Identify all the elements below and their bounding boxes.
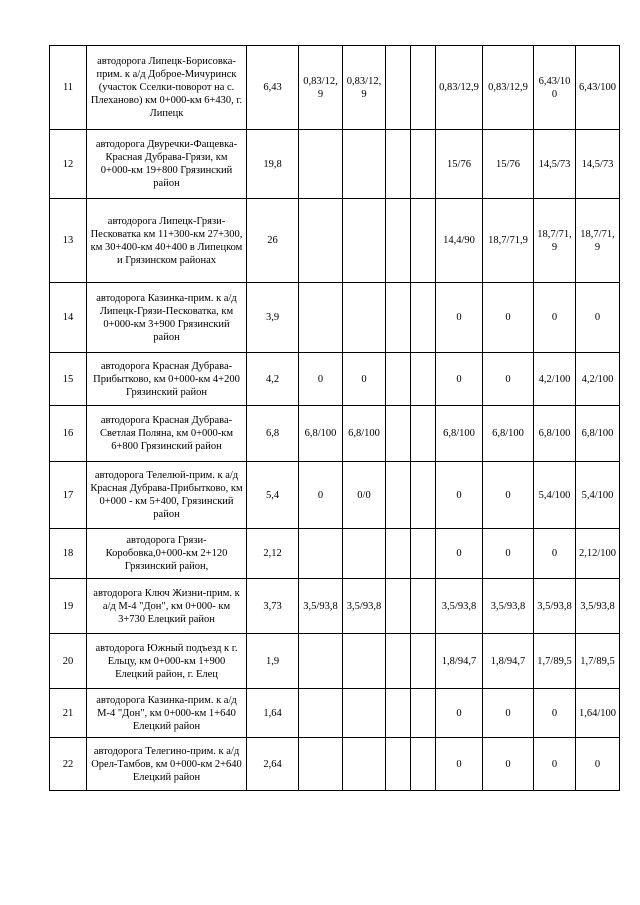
value-cell-c4 [411,529,436,579]
road-name-cell: автодорога Липецк-Грязи-Песковатка км 11+300-км 27+300, км 30+400-км 40+400 в Липецком и Грязинском районах [87,199,247,283]
value-cell-c8: 5,4/100 [576,462,620,529]
value-cell-c4 [411,199,436,283]
road-length-cell: 6,8 [247,406,299,462]
value-cell-c6: 0 [483,689,534,738]
value-cell-c5: 0 [436,689,483,738]
row-number-cell: 16 [50,406,87,462]
row-number-cell: 21 [50,689,87,738]
value-cell-c4 [411,46,436,130]
value-cell-c2 [343,634,386,689]
table-row [50,634,620,689]
value-cell-c3 [386,462,411,529]
road-name-cell: автодорога Ключ Жизни-прим. к а/д М-4 "Дон", км 0+000- км 3+730 Елецкий район [87,579,247,634]
table-row [50,689,620,738]
road-length-cell: 6,43 [247,46,299,130]
value-cell-c4 [411,462,436,529]
value-cell-c4 [411,130,436,199]
value-cell-c4 [411,283,436,353]
value-cell-c1 [299,738,343,791]
value-cell-c2: 0/0 [343,462,386,529]
value-cell-c5: 14,4/90 [436,199,483,283]
road-name-cell: автодорога Красная Дубрава-Светлая Поляна, км 0+000-км 6+800 Грязинский район [87,406,247,462]
value-cell-c1: 6,8/100 [299,406,343,462]
value-cell-c7: 4,2/100 [534,353,576,406]
value-cell-c2: 0 [343,353,386,406]
value-cell-c1: 0 [299,462,343,529]
row-number-cell: 12 [50,130,87,199]
value-cell-c5: 0 [436,283,483,353]
road-length-cell: 2,64 [247,738,299,791]
value-cell-c3 [386,738,411,791]
value-cell-c7: 3,5/93,8 [534,579,576,634]
road-name-cell: автодорога Грязи-Коробовка,0+000-км 2+120 Грязинский район, [87,529,247,579]
value-cell-c2 [343,283,386,353]
value-cell-c8: 14,5/73 [576,130,620,199]
road-length-cell: 1,9 [247,634,299,689]
value-cell-c3 [386,199,411,283]
value-cell-c1 [299,634,343,689]
value-cell-c3 [386,579,411,634]
road-name-cell: автодорога Двуречки-Фащевка-Красная Дубрава-Грязи, км 0+000-км 19+800 Грязинский район [87,130,247,199]
value-cell-c8: 2,12/100 [576,529,620,579]
value-cell-c5: 0 [436,738,483,791]
row-number-cell: 19 [50,579,87,634]
row-number-cell: 17 [50,462,87,529]
value-cell-c8: 18,7/71,9 [576,199,620,283]
road-name-cell: автодорога Телелюй-прим. к а/д Красная Дубрава-Прибытково, км 0+000 - км 5+400, Грязинский район [87,462,247,529]
row-number-cell: 11 [50,46,87,130]
value-cell-c7: 0 [534,283,576,353]
value-cell-c1 [299,130,343,199]
value-cell-c2 [343,738,386,791]
value-cell-c3 [386,353,411,406]
value-cell-c3 [386,529,411,579]
value-cell-c7: 0 [534,689,576,738]
value-cell-c3 [386,283,411,353]
value-cell-c6: 15/76 [483,130,534,199]
table-row [50,529,620,579]
row-number-cell: 14 [50,283,87,353]
row-number-cell: 22 [50,738,87,791]
road-length-cell: 1,64 [247,689,299,738]
value-cell-c8: 6,43/100 [576,46,620,130]
value-cell-c3 [386,130,411,199]
value-cell-c5: 0 [436,529,483,579]
value-cell-c1 [299,529,343,579]
value-cell-c3 [386,634,411,689]
value-cell-c3 [386,406,411,462]
value-cell-c5: 6,8/100 [436,406,483,462]
value-cell-c3 [386,46,411,130]
value-cell-c5: 0,83/12,9 [436,46,483,130]
value-cell-c2 [343,689,386,738]
table-row [50,283,620,353]
row-number-cell: 18 [50,529,87,579]
value-cell-c5: 0 [436,353,483,406]
value-cell-c7: 5,4/100 [534,462,576,529]
value-cell-c6: 18,7/71,9 [483,199,534,283]
value-cell-c7: 0 [534,529,576,579]
value-cell-c6: 6,8/100 [483,406,534,462]
value-cell-c6: 0 [483,738,534,791]
row-number-cell: 20 [50,634,87,689]
value-cell-c2: 0,83/12,9 [343,46,386,130]
road-length-cell: 19,8 [247,130,299,199]
value-cell-c8: 0 [576,283,620,353]
value-cell-c6: 1,8/94,7 [483,634,534,689]
value-cell-c4 [411,689,436,738]
table-row [50,738,620,791]
road-name-cell: автодорога Южный подъезд к г. Ельцу, км 0+000-км 1+900 Елецкий район, г. Елец [87,634,247,689]
value-cell-c7: 1,7/89,5 [534,634,576,689]
value-cell-c2: 6,8/100 [343,406,386,462]
value-cell-c7: 6,43/100 [534,46,576,130]
value-cell-c5: 0 [436,462,483,529]
value-cell-c3 [386,689,411,738]
value-cell-c4 [411,353,436,406]
table-row [50,46,620,130]
table-row [50,462,620,529]
road-name-cell: автодорога Телегино-прим. к а/д Орел-Тамбов, км 0+000-км 2+640 Елецкий район [87,738,247,791]
value-cell-c6: 3,5/93,8 [483,579,534,634]
value-cell-c6: 0 [483,353,534,406]
value-cell-c2 [343,130,386,199]
table-row [50,579,620,634]
road-length-cell: 5,4 [247,462,299,529]
value-cell-c1 [299,199,343,283]
value-cell-c4 [411,738,436,791]
value-cell-c2: 3,5/93,8 [343,579,386,634]
value-cell-c5: 3,5/93,8 [436,579,483,634]
road-name-cell: автодорога Красная Дубрава-Прибытково, км 0+000-км 4+200 Грязинский район [87,353,247,406]
road-length-cell: 3,73 [247,579,299,634]
value-cell-c1: 0 [299,353,343,406]
road-length-cell: 2,12 [247,529,299,579]
road-length-cell: 4,2 [247,353,299,406]
value-cell-c8: 0 [576,738,620,791]
value-cell-c8: 6,8/100 [576,406,620,462]
value-cell-c2 [343,529,386,579]
value-cell-c8: 3,5/93,8 [576,579,620,634]
value-cell-c7: 14,5/73 [534,130,576,199]
road-name-cell: автодорога Казинка-прим. к а/д М-4 "Дон", км 0+000-км 1+640 Елецкий район [87,689,247,738]
roads-table [49,45,620,791]
value-cell-c4 [411,634,436,689]
road-name-cell: автодорога Липецк-Борисовка-прим. к а/д Доброе-Мичуринск (участок Сселки-поворот на с. Плеханово) км 0+000-км 6+430, г. Липецк [87,46,247,130]
value-cell-c6: 0 [483,283,534,353]
table-row [50,130,620,199]
table-row [50,406,620,462]
value-cell-c8: 1,7/89,5 [576,634,620,689]
table-row [50,199,620,283]
value-cell-c8: 4,2/100 [576,353,620,406]
road-length-cell: 26 [247,199,299,283]
value-cell-c1 [299,689,343,738]
value-cell-c6: 0 [483,462,534,529]
row-number-cell: 13 [50,199,87,283]
value-cell-c1: 0,83/12,9 [299,46,343,130]
road-name-cell: автодорога Казинка-прим. к а/д Липецк-Грязи-Песковатка, км 0+000-км 3+900 Грязинский район [87,283,247,353]
value-cell-c1 [299,283,343,353]
value-cell-c5: 1,8/94,7 [436,634,483,689]
value-cell-c6: 0,83/12,9 [483,46,534,130]
value-cell-c4 [411,406,436,462]
row-number-cell: 15 [50,353,87,406]
value-cell-c6: 0 [483,529,534,579]
value-cell-c8: 1,64/100 [576,689,620,738]
value-cell-c7: 6,8/100 [534,406,576,462]
value-cell-c1: 3,5/93,8 [299,579,343,634]
value-cell-c7: 18,7/71,9 [534,199,576,283]
road-length-cell: 3,9 [247,283,299,353]
value-cell-c2 [343,199,386,283]
value-cell-c7: 0 [534,738,576,791]
value-cell-c4 [411,579,436,634]
table-row [50,353,620,406]
value-cell-c5: 15/76 [436,130,483,199]
